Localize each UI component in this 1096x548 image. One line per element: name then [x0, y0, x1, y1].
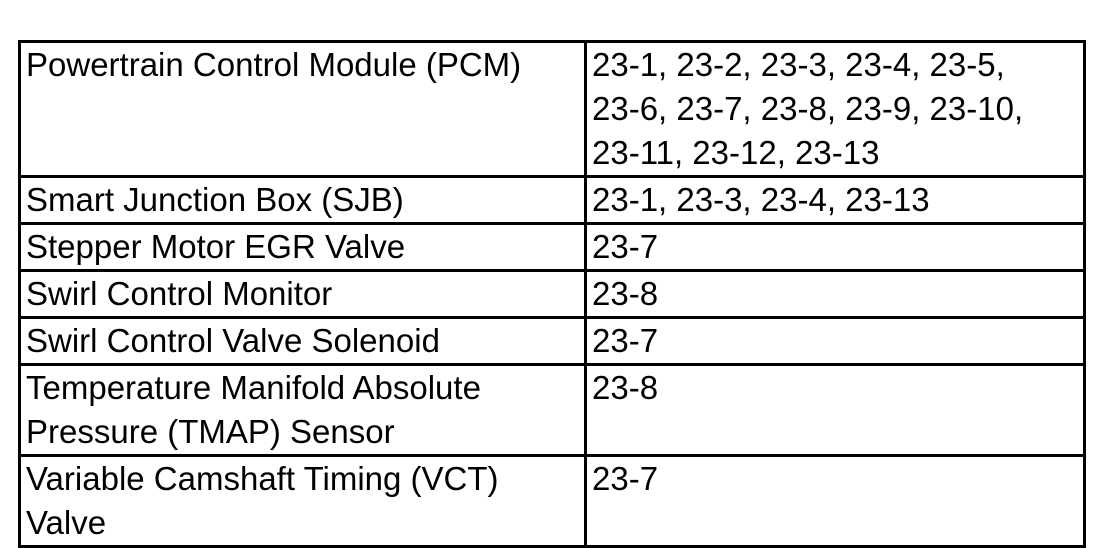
component-name-cell: Variable Camshaft Timing (VCT) Valve [20, 456, 586, 547]
page-references-cell: 23-8 [586, 365, 1085, 456]
table-row [20, 456, 1085, 547]
page-references-cell: 23-1, 23-3, 23-4, 23-13 [586, 177, 1085, 224]
component-name-cell: Temperature Manifold Absolute Pressure (TMAP) Sensor [20, 365, 586, 456]
page-references-cell: 23-7 [586, 318, 1085, 365]
component-index-table [18, 40, 1086, 548]
table-row [20, 271, 1085, 318]
page-references-cell: 23-8 [586, 271, 1085, 318]
table-row [20, 365, 1085, 456]
component-name-cell: Stepper Motor EGR Valve [20, 224, 586, 271]
page-references-cell: 23-1, 23-2, 23-3, 23-4, 23-5, 23-6, 23-7, 23-8, 23-9, 23-10, 23-11, 23-12, 23-13 [586, 42, 1085, 177]
page-references-cell: 23-7 [586, 456, 1085, 547]
page-references-cell: 23-7 [586, 224, 1085, 271]
table-body [20, 42, 1085, 547]
component-name-cell: Powertrain Control Module (PCM) [20, 42, 586, 177]
table-row [20, 177, 1085, 224]
component-name-cell: Smart Junction Box (SJB) [20, 177, 586, 224]
table-row [20, 42, 1085, 177]
table-row [20, 318, 1085, 365]
component-name-cell: Swirl Control Monitor [20, 271, 586, 318]
table-row [20, 224, 1085, 271]
component-name-cell: Swirl Control Valve Solenoid [20, 318, 586, 365]
